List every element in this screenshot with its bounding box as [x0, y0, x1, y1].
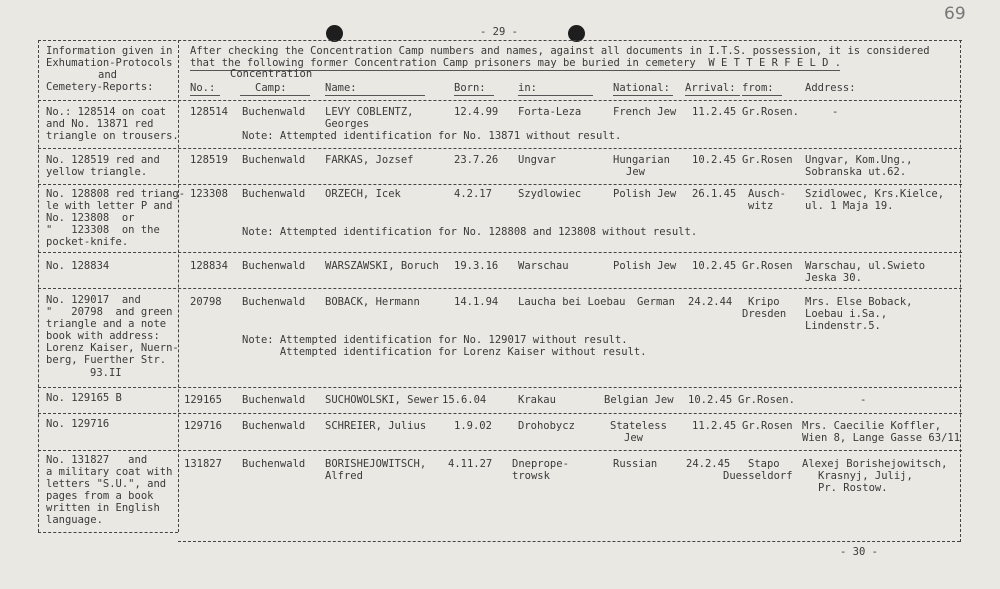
- column-header-no: No.:: [190, 82, 216, 94]
- column-header-camp: Camp:: [255, 82, 287, 94]
- row-divider: [38, 288, 962, 289]
- arrival-date: 24.2.45: [686, 458, 731, 470]
- camp: Buchenwald: [242, 260, 306, 272]
- row-info: written in English: [46, 502, 160, 514]
- note: Note: Attempted identification for No. 129017 without result.: [242, 334, 628, 346]
- arrival-from: Gr.Rosen: [742, 260, 793, 272]
- row-divider: [38, 387, 962, 388]
- column-header-name: Name:: [325, 82, 357, 94]
- column-header-underline: [742, 95, 782, 96]
- camp: Buchenwald: [242, 106, 306, 118]
- arrival-from: Ausch-: [748, 188, 786, 200]
- column-header-arrival: Arrival:: [685, 82, 736, 94]
- born-date: 14.1.94: [454, 296, 499, 308]
- row-info: 93.II: [90, 367, 122, 379]
- row-info: a military coat with: [46, 466, 173, 478]
- camp: Buchenwald: [242, 188, 306, 200]
- row-divider: [38, 148, 962, 149]
- column-header-underline: [325, 95, 425, 96]
- left-header-line: and: [98, 69, 117, 81]
- row-info: No. 129716: [46, 418, 110, 430]
- arrival-date: 11.2.45: [692, 420, 737, 432]
- address: Wien 8, Lange Gasse 63/11: [802, 432, 961, 444]
- table-right-border: [960, 40, 961, 542]
- column-header-national: National:: [613, 82, 670, 94]
- column-divider: [178, 40, 179, 532]
- handwritten-page-number: 69: [944, 4, 966, 24]
- address: Alexej Borishejowitsch,: [802, 458, 948, 470]
- row-info: language.: [46, 514, 103, 526]
- prisoner-number: 131827: [184, 458, 222, 470]
- address: -: [832, 106, 839, 118]
- note: Note: Attempted identification for No. 128808 and 123808 without result.: [242, 226, 698, 238]
- table-bottom-border-right: [178, 541, 960, 542]
- column-header-underline: [613, 95, 673, 96]
- table-top-border: [38, 40, 962, 41]
- nationality: Polish Jew: [613, 260, 677, 272]
- nationality: Jew: [626, 166, 645, 178]
- arrival-from: Stapo: [748, 458, 780, 470]
- camp: Buchenwald: [242, 154, 306, 166]
- column-header-from: from:: [742, 82, 774, 94]
- row-info: No.: 128514 on coat: [46, 106, 167, 118]
- column-header-underline: [240, 95, 310, 96]
- address: Jeska 30.: [805, 272, 862, 284]
- left-header-line: Information given in: [46, 45, 173, 57]
- born-date: 1.9.02: [454, 420, 492, 432]
- row-divider: [38, 413, 962, 414]
- row-info: No. 128519 red and: [46, 154, 160, 166]
- name: BORISHEJOWITSCH,: [325, 458, 427, 470]
- row-info: No. 129017 and: [46, 294, 141, 306]
- arrival-from: Dresden: [742, 308, 787, 320]
- born-place: Szydlowiec: [518, 188, 582, 200]
- column-header-in: in:: [518, 82, 537, 94]
- prisoner-number: 129716: [184, 420, 222, 432]
- name: ORZECH, Icek: [325, 188, 401, 200]
- arrival-date: 10.2.45: [692, 154, 737, 166]
- prisoner-number: 20798: [190, 296, 222, 308]
- arrival-from: witz: [748, 200, 774, 212]
- born-date: 4.11.27: [448, 458, 493, 470]
- born-place: Drohobycz: [518, 420, 575, 432]
- address: Pr. Rostow.: [818, 482, 888, 494]
- arrival-date: 11.2.45: [692, 106, 737, 118]
- born-place: Krakau: [518, 394, 556, 406]
- bottom-page-number: - 30 -: [840, 546, 878, 558]
- address: Mrs. Else Boback,: [805, 296, 913, 308]
- row-info: No. 131827 and: [46, 454, 148, 466]
- address: Lindenstr.5.: [805, 320, 881, 332]
- nationality: German: [637, 296, 675, 308]
- camp: Buchenwald: [242, 296, 306, 308]
- nationality: Polish Jew: [613, 188, 677, 200]
- column-header-born: Born:: [454, 82, 486, 94]
- column-header-underline: [685, 95, 740, 96]
- intro-line-2: that the following former Concentration Camp prisoners may be buried in cemetery W E T T E R F E L D .: [190, 57, 842, 69]
- arrival-date: 10.2.45: [688, 394, 733, 406]
- row-divider: [38, 450, 962, 451]
- row-divider: [38, 252, 962, 253]
- nationality: Stateless: [610, 420, 667, 432]
- prisoner-number: 128834: [190, 260, 228, 272]
- arrival-from: Duesseldorf: [723, 470, 793, 482]
- arrival-date: 24.2.44: [688, 296, 733, 308]
- born-date: 23.7.26: [454, 154, 499, 166]
- prisoner-number: 128519: [190, 154, 228, 166]
- row-info: No. 123808 or: [46, 212, 135, 224]
- intro-line-1: After checking the Concentration Camp numbers and names, against all documents in I.T.S. possession, it is considered: [190, 45, 930, 57]
- camp: Buchenwald: [242, 458, 306, 470]
- name: LEVY COBLENTZ,: [325, 106, 414, 118]
- camp: Buchenwald: [242, 420, 306, 432]
- born-place: trowsk: [512, 470, 550, 482]
- nationality: Jew: [624, 432, 643, 444]
- row-info: berg, Fuerther Str.: [46, 354, 167, 366]
- born-place: Warschau: [518, 260, 569, 272]
- name: FARKAS, Jozsef: [325, 154, 414, 166]
- arrival-from: Kripo: [748, 296, 780, 308]
- left-header-line: Exhumation-Protocols: [46, 57, 173, 69]
- arrival-date: 26.1.45: [692, 188, 737, 200]
- row-info: yellow triangle.: [46, 166, 148, 178]
- arrival-from: Gr.Rosen.: [742, 106, 799, 118]
- name: BOBACK, Hermann: [325, 296, 420, 308]
- table-left-border: [38, 40, 39, 532]
- address: Warschau, ul.Swieto: [805, 260, 926, 272]
- born-date: 4.2.17: [454, 188, 492, 200]
- born-place: Forta-Leza: [518, 106, 582, 118]
- column-header-concentration: Concentration: [230, 68, 313, 80]
- row-info: Lorenz Kaiser, Nuern-: [46, 342, 179, 354]
- prisoner-number: 123308: [190, 188, 228, 200]
- address: Mrs. Caecilie Koffler,: [802, 420, 942, 432]
- born-date: 15.6.04: [442, 394, 487, 406]
- born-place: Dneprope-: [512, 458, 569, 470]
- born-place: Laucha bei Loebau: [518, 296, 626, 308]
- camp: Buchenwald: [242, 394, 306, 406]
- row-divider: [38, 184, 962, 185]
- arrival-from: Gr.Rosen.: [738, 394, 795, 406]
- row-divider: [38, 100, 962, 101]
- arrival-date: 10.2.45: [692, 260, 737, 272]
- name: SCHREIER, Julius: [325, 420, 427, 432]
- address: Ungvar, Kom.Ung.,: [805, 154, 913, 166]
- address: Krasnyj, Julij,: [818, 470, 913, 482]
- row-info: pages from a book: [46, 490, 154, 502]
- column-header-address: Address:: [805, 82, 856, 94]
- nationality: Hungarian: [613, 154, 670, 166]
- row-info: No. 128808 red triang-: [46, 188, 186, 200]
- row-info: letters "S.U.", and: [46, 478, 167, 490]
- born-place: Ungvar: [518, 154, 556, 166]
- row-info: book with address:: [46, 330, 160, 342]
- note: Note: Attempted identification for No. 13871 without result.: [242, 130, 622, 142]
- born-date: 19.3.16: [454, 260, 499, 272]
- column-header-underline: [518, 95, 593, 96]
- prisoner-number: 128514: [190, 106, 228, 118]
- address: ul. 1 Maja 19.: [805, 200, 894, 212]
- name: Georges: [325, 118, 370, 130]
- column-header-underline: [454, 95, 494, 96]
- address: Loebau i.Sa.,: [805, 308, 888, 320]
- row-info: pocket-knife.: [46, 236, 129, 248]
- nationality: Belgian Jew: [604, 394, 674, 406]
- name: Alfred: [325, 470, 363, 482]
- row-info: No. 129165 B: [46, 392, 122, 404]
- nationality: French Jew: [613, 106, 677, 118]
- prisoner-number: 129165: [184, 394, 222, 406]
- row-info: triangle and a note: [46, 318, 167, 330]
- row-info: " 123308 on the: [46, 224, 160, 236]
- name: SUCHOWOLSKI, Sewer: [325, 394, 439, 406]
- row-info: triangle on trousers.: [46, 130, 179, 142]
- name: WARSZAWSKI, Boruch: [325, 260, 439, 272]
- table-bottom-border: [38, 532, 178, 533]
- nationality: Russian: [613, 458, 658, 470]
- arrival-from: Gr.Rosen: [742, 154, 793, 166]
- row-info: No. 128834: [46, 260, 110, 272]
- left-header-line: Cemetery-Reports:: [46, 81, 154, 93]
- address: Szidlowec, Krs.Kielce,: [805, 188, 945, 200]
- address: Sobranska ut.62.: [805, 166, 907, 178]
- born-date: 12.4.99: [454, 106, 499, 118]
- address: -: [860, 394, 867, 406]
- note: Attempted identification for Lorenz Kaiser without result.: [242, 346, 647, 358]
- row-info: " 20798 and green: [46, 306, 173, 318]
- top-page-number: - 29 -: [480, 26, 518, 38]
- arrival-from: Gr.Rosen: [742, 420, 793, 432]
- row-info: and No. 13871 red: [46, 118, 154, 130]
- row-info: le with letter P and: [46, 200, 173, 212]
- column-header-underline: [190, 95, 220, 96]
